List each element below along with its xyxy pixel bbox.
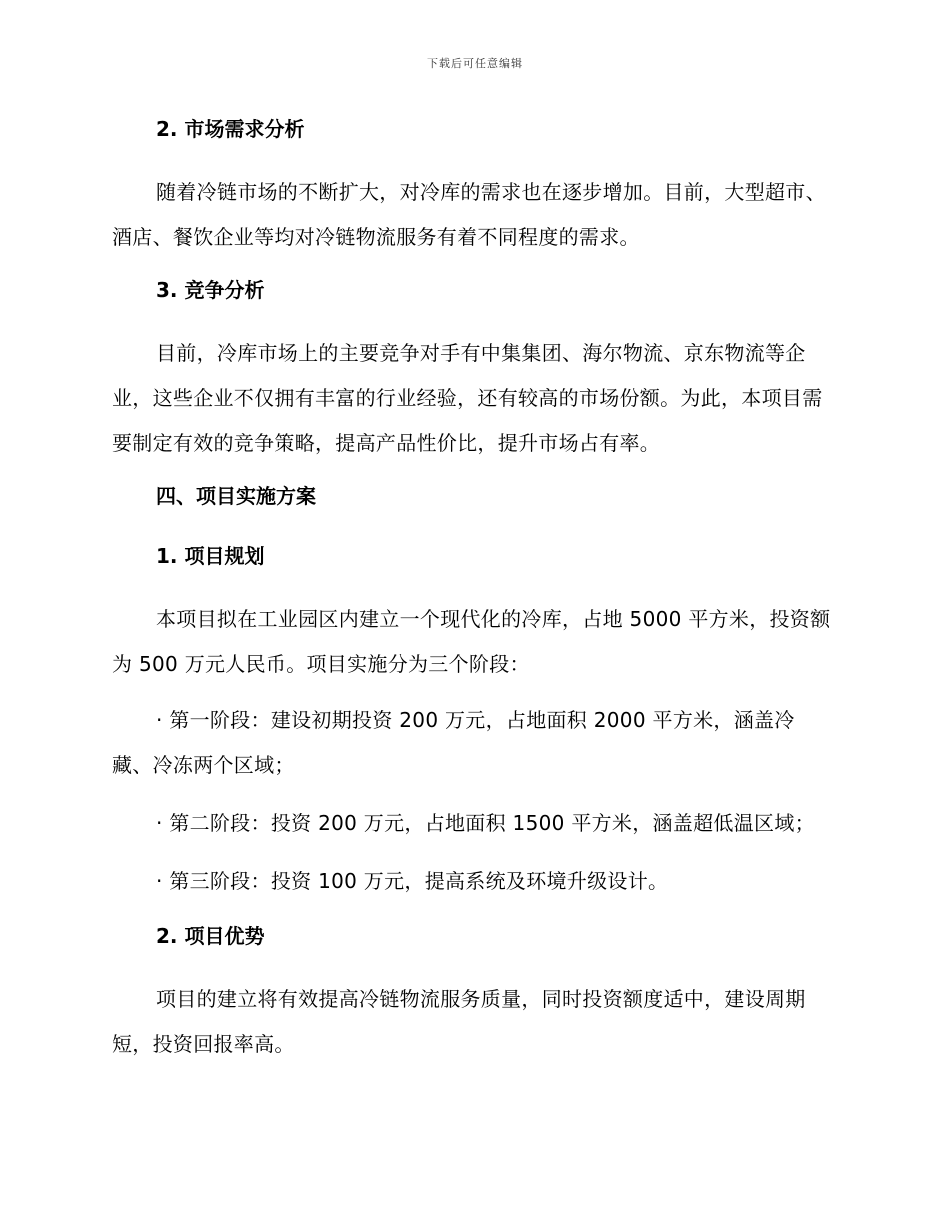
section-heading-advantages: 2. 项目优势 [156,924,265,948]
paragraph-market-demand: 随着冷链市场的不断扩大，对冷库的需求也在逐步增加。目前，大型超市、酒店、餐饮企业等均对冷链物流服务有着不同程度的需求。 [112,180,826,249]
section-heading-market-demand: 2. 市场需求分析 [156,117,305,141]
section-heading-implementation: 四、项目实施方案 [156,484,316,508]
document-body [112,110,832,1078]
list-item-phase-2: · 第二阶段：投资 200 万元，占地面积 1500 平方米，涵盖超低温区域； [156,811,815,835]
list-item-phase-1: · 第一阶段：建设初期投资 200 万元，占地面积 2000 平方米，涵盖冷藏、冷冻两个区域； [112,708,795,777]
header-note: 下载后可任意编辑 [427,57,523,70]
paragraph-planning: 本项目拟在工业园区内建立一个现代化的冷库，占地 5000 平方米，投资额为 500 万元人民币。项目实施分为三个阶段： [112,607,831,676]
section-heading-competition: 3. 竞争分析 [156,278,265,302]
paragraph-competition: 目前，冷库市场上的主要竞争对手有中集集团、海尔物流、京东物流等企业，这些企业不仅拥有丰富的行业经验，还有较高的市场份额。为此，本项目需要制定有效的竞争策略，提高产品性价比，提升市场占有率。 [112,341,823,455]
list-item-phase-3: · 第三阶段：投资 100 万元，提高系统及环境升级设计。 [156,869,669,893]
paragraph-advantages: 项目的建立将有效提高冷链物流服务质量，同时投资额度适中，建设周期短，投资回报率高。 [112,987,806,1056]
section-heading-planning: 1. 项目规划 [156,544,265,568]
